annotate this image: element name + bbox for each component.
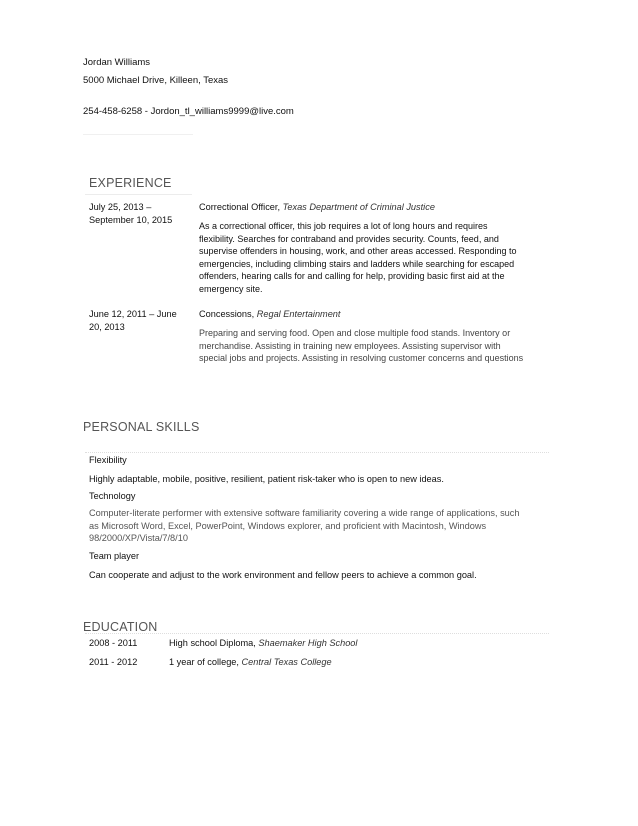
- skills-heading: PERSONAL SKILLS: [83, 420, 200, 434]
- job-position: Correctional Officer,: [199, 202, 281, 212]
- education-years: 2008 - 2011: [89, 638, 138, 648]
- job-title: [199, 201, 435, 214]
- skill-label: Flexibility: [89, 455, 127, 465]
- experience-heading-rule: [85, 194, 192, 195]
- job-employer: Regal Entertainment: [256, 309, 341, 319]
- skills-heading-rule: [85, 452, 549, 453]
- degree-title: High school Diploma,: [169, 638, 256, 648]
- degree-title: 1 year of college,: [169, 657, 239, 667]
- job-dates: June 12, 2011 – June 20, 2013: [89, 309, 177, 332]
- contact-divider: [83, 134, 193, 135]
- education-heading-rule: [85, 633, 549, 634]
- school-name: Central Texas College: [241, 657, 332, 667]
- skill-label: Team player: [89, 551, 140, 561]
- education-degree: [169, 657, 332, 667]
- experience-heading: EXPERIENCE: [89, 176, 172, 190]
- job-position: Concessions,: [199, 309, 255, 319]
- school-name: Shaemaker High School: [258, 638, 358, 648]
- contact-address: 5000 Michael Drive, Killeen, Texas: [83, 75, 229, 86]
- skill-text: Highly adaptable, mobile, positive, resilient, patient risk-taker who is open to new ideas.: [89, 474, 444, 484]
- education-degree: [169, 638, 357, 648]
- job-employer: Texas Department of Criminal Justice: [282, 202, 435, 212]
- contact-phone-email: 254-458-6258 - Jordon_tl_williams9999@live.com: [83, 106, 294, 117]
- skill-text: Can cooperate and adjust to the work environment and fellow peers to achieve a common goal.: [89, 570, 477, 580]
- education-heading: EDUCATION: [83, 620, 158, 634]
- job-description: As a correctional officer, this job requires a lot of long hours and requires flexibility. Searches for contraband and provides security. Counts, feed, and supervise offenders in housing, work, and other areas accessed. Responding to emergencies, including climbing stairs and ladders while searching for escaped offenders, hearing calls for and calling for help, providing basic first aid at the emergency site.: [199, 221, 517, 294]
- contact-name: Jordan Williams: [83, 57, 151, 68]
- education-years: 2011 - 2012: [89, 657, 138, 667]
- job-title: [199, 308, 340, 321]
- job-dates: July 25, 2013 – September 10, 2015: [89, 202, 173, 225]
- skill-label: Technology: [89, 491, 136, 501]
- job-description: Preparing and serving food. Open and close multiple food stands. Inventory or merchandise. Assisting in training new employees. Assisting supervisor with special jobs and projects. Assisting in resolving customer concerns and questions: [199, 328, 524, 364]
- skill-text: Computer-literate performer with extensive software familiarity covering a wide range of applications, such as Microsoft Word, Excel, PowerPoint, Windows explorer, and proficient with Macintosh, Windows 98/2000/XP/Vista/7/8/10: [89, 508, 520, 544]
